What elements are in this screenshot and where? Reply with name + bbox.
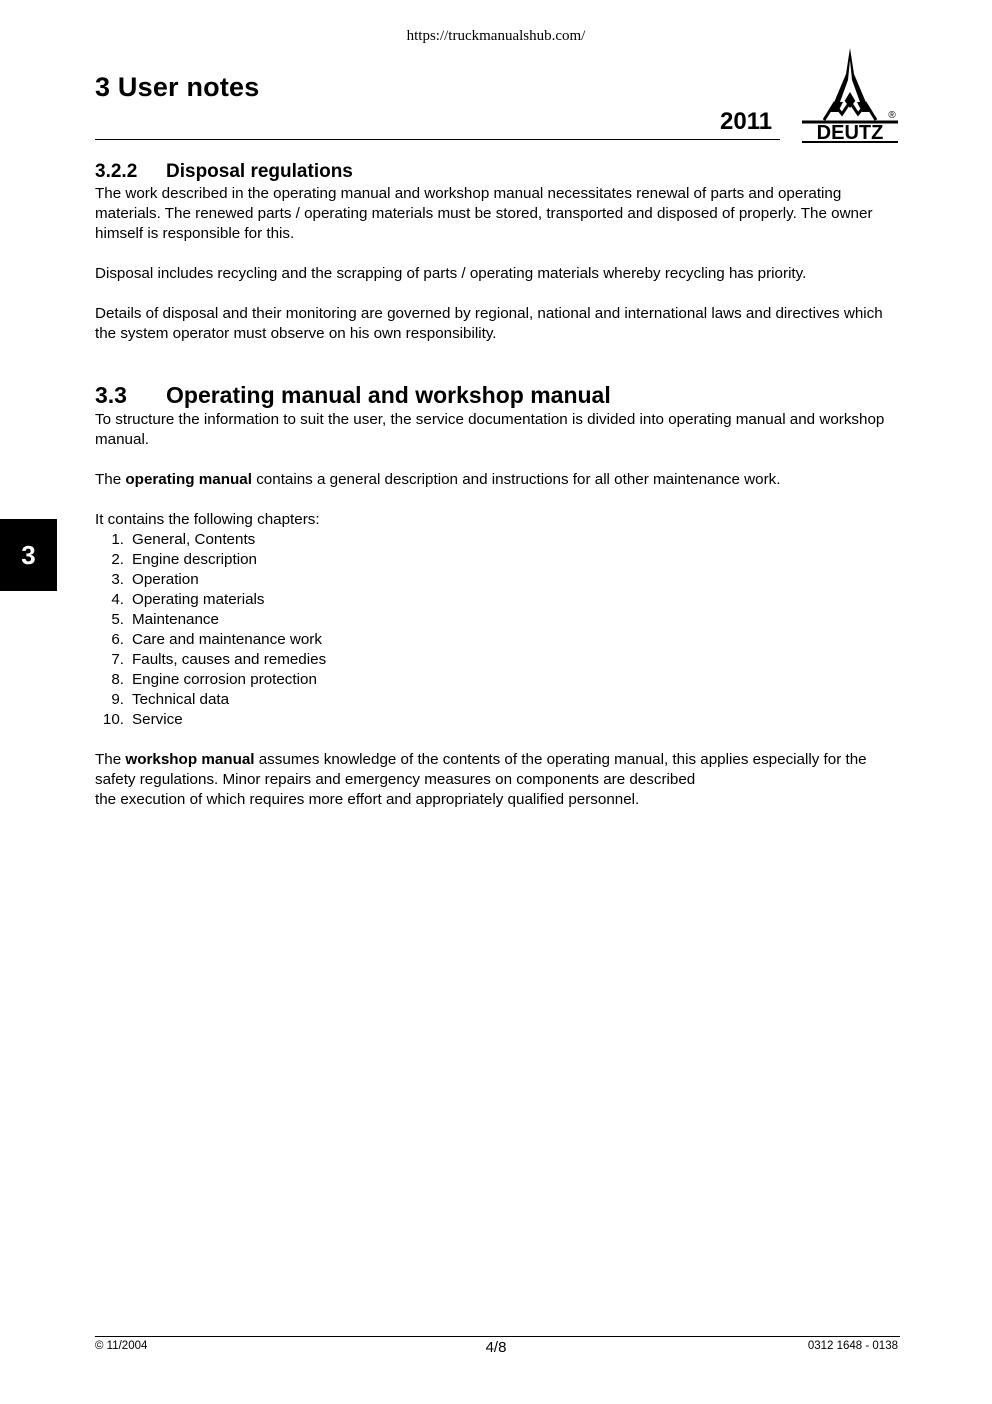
paragraph: Details of disposal and their monitoring are governed by regional, national and international laws and directives which the system operator must observe on his own responsibility.: [95, 305, 883, 342]
document-body: [95, 160, 900, 810]
list-item: 2. Engine description: [111, 551, 257, 568]
chapters-intro: It contains the following chapters:: [95, 511, 320, 528]
list-item: 8. Engine corrosion protection: [111, 671, 317, 688]
header-divider: [95, 139, 780, 140]
list-item: 9. Technical data: [111, 691, 230, 708]
operating-manual-paragraph: The operating manual contains a general description and instructions for all other maintenance work.: [95, 471, 781, 488]
list-item: 5. Maintenance: [111, 611, 219, 628]
section-title: Disposal regulations: [166, 161, 353, 182]
deutz-logo: [800, 46, 900, 144]
chapter-title: 3 User notes: [95, 72, 260, 102]
list-item: 3. Operation: [111, 571, 199, 588]
paragraph: To structure the information to suit the user, the service documentation is divided into operating manual and workshop manual.: [95, 411, 885, 448]
section-heading-3-2-2: [95, 160, 900, 184]
list-item: 6. Care and maintenance work: [111, 631, 322, 648]
list-item: 7. Faults, causes and remedies: [111, 651, 327, 668]
section-number: 3.2.2: [95, 161, 138, 182]
paragraph-continuation: the execution of which requires more effort and appropriately qualified personnel.: [95, 791, 640, 808]
chapter-list: [95, 530, 900, 730]
emphasis: operating manual: [125, 471, 252, 488]
footer-divider: [95, 1336, 900, 1337]
paragraph: Disposal includes recycling and the scrapping of parts / operating materials whereby recycling has priority.: [95, 265, 807, 282]
engine-series-label: 2011: [720, 108, 773, 135]
logo-text: DEUTZ: [816, 122, 884, 144]
list-item: 4. Operating materials: [111, 591, 265, 608]
workshop-manual-paragraph: The workshop manual assumes knowledge of the contents of the operating manual, this applies especially for the safety regulations. Minor repairs and emergency measures on components are described: [95, 751, 867, 788]
paragraph: The work described in the operating manual and workshop manual necessitates renewal of parts and operating materials. The renewed parts / operating materials must be stored, transported and disposed of properly. The owner himself is responsible for this.: [95, 185, 873, 242]
section-number: 3.3: [95, 382, 127, 408]
list-item: 1. General, Contents: [111, 531, 256, 548]
section-title: Operating manual and workshop manual: [166, 382, 611, 408]
footer-copyright: © 11/2004: [95, 1340, 148, 1352]
emphasis: workshop manual: [125, 751, 255, 768]
section-heading-3-3: [95, 380, 900, 410]
source-url: https://truckmanualshub.com/: [406, 28, 586, 44]
document-number: 0312 1648 - 0138: [807, 1340, 898, 1352]
list-item: 10. Service: [102, 711, 183, 728]
page-number: 4/8: [485, 1339, 507, 1356]
chapter-side-tab: 3: [0, 519, 57, 591]
registered-mark: ®: [888, 110, 896, 121]
